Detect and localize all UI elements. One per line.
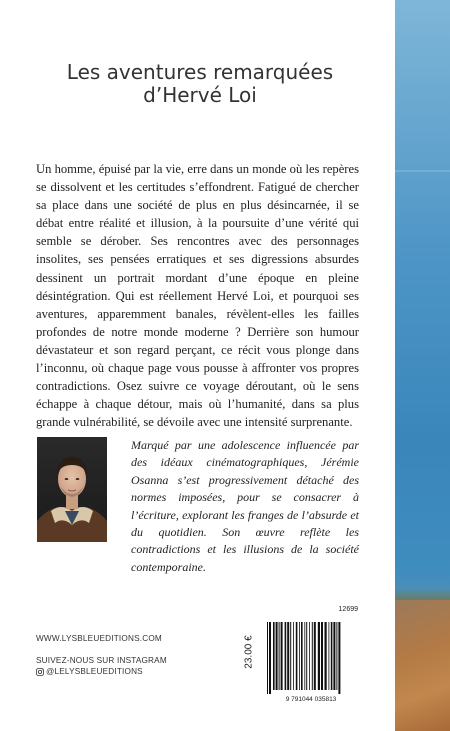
barcode-bar: [281, 622, 283, 690]
isbn-digits: 9 791044 035813: [285, 696, 337, 703]
book-title-line-1: Les aventures remarquées: [66, 60, 334, 85]
barcode-bar: [314, 622, 316, 690]
synopsis-text: Un homme, épuisé par la vie, erre dans un monde où les repères se dissolvent et les certitudes s’effondrent. Fatigué de chercher sa place dans une société de plus en plus désincarnée, il se débat entre réalité et illusion, à la poursuite d’une vérité qui semble se dérober. Ses rencontres avec des personnages insolites, ses pensées erratiques et ses digressions absurdes dessinent un portrait mordant d’une époque en pleine désintégration. Qui est réellement Hervé Loi, et pourquoi ses aventures, apparemment banales, révèlent-elles les failles profondes de notre monde moderne ? Derrière son humour dévastateur et son regard perçant, ce récit vous plonge dans l’inconnu, où chaque page vous pousse à affronter vos propres contradictions. Osez suivre ce voyage déroutant, où le sens échappe à chaque détour, mais où l’humanité, dans sa plus grande vulnérabilité, se dévoile avec une intensité surprenante.: [36, 162, 359, 430]
barcode-bar: [267, 622, 268, 694]
instagram-handle: @LELYSBLEUEDITIONS: [46, 667, 143, 676]
price-label: [237, 624, 261, 680]
barcode-bar: [273, 622, 275, 690]
barcode-bar: [306, 622, 307, 690]
book-title: [60, 61, 340, 107]
barcode-bar: [321, 622, 323, 690]
instagram-handle-row: [36, 667, 143, 676]
barcode-bar: [293, 622, 294, 690]
barcode-bar: [309, 622, 310, 690]
barcode-bar: [318, 622, 320, 690]
barcode-bar: [331, 622, 333, 690]
book-title-line-2: d’Hervé Loi: [143, 83, 257, 108]
barcode-bar: [285, 622, 287, 690]
barcode-bar: [336, 622, 337, 690]
isbn-barcode: [263, 620, 359, 704]
barcode-bar: [269, 622, 271, 694]
barcode-bar: [304, 622, 305, 690]
barcode-bar: [301, 622, 303, 690]
instagram-follow-label: SUIVEZ-NOUS SUR INSTAGRAM: [36, 656, 167, 665]
barcode-bar: [287, 622, 289, 690]
barcode-bar: [329, 622, 330, 690]
barcode-bars: [267, 622, 340, 694]
barcode-bar: [290, 622, 291, 690]
spine-sea-photo: [395, 0, 450, 731]
barcode-bar: [325, 622, 327, 690]
reference-number: 12699: [338, 606, 358, 613]
barcode-bar: [299, 622, 300, 690]
barcode-bar: [312, 622, 313, 690]
barcode-bar: [296, 622, 298, 690]
author-portrait-image: [37, 437, 107, 542]
publisher-website: WWW.LYSBLEUEDITIONS.COM: [36, 634, 162, 643]
barcode-bar: [276, 622, 278, 690]
barcode-bar: [279, 622, 280, 690]
barcode-bar: [338, 622, 340, 694]
sea-horizon: [395, 170, 450, 172]
author-photo: [37, 437, 107, 542]
barcode-bar: [333, 622, 335, 690]
cliff-rock: [395, 600, 450, 731]
author-biography: Marqué par une adolescence influencée par des idéaux cinématographiques, Jérémie Osanna s’est progressivement détaché des normes imposées, pour se consacrer à l’écriture, explorant les franges de l’absurde et du quotidien. Son œuvre reflète les contradictions et les illusions de la société contemporaine.: [131, 438, 359, 574]
price-value: 23.00 €: [243, 635, 255, 669]
instagram-icon: [36, 668, 44, 676]
